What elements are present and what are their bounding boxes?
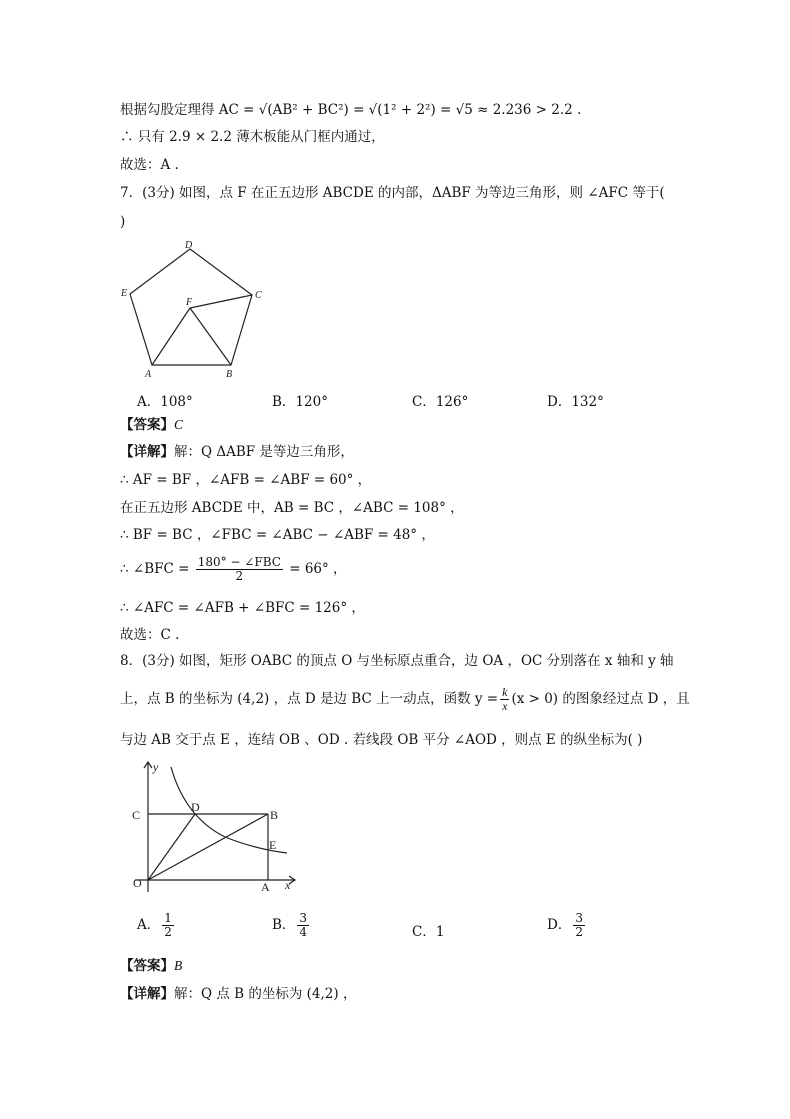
q7-fraction-den: 2 — [235, 569, 244, 583]
question-8-line-1: 8．(3分) 如图，矩形 OABC 的顶点 O 与坐标原点重合，边 OA ，OC 分别落在 x 轴和 y 轴 — [120, 653, 674, 669]
point-label-O: O — [133, 876, 142, 890]
q8-line-2b: (x > 0) 的图象经过点 D ，且 — [511, 691, 690, 707]
q8-option-c-label: C． — [412, 924, 436, 940]
q8-option-a-den: 2 — [164, 925, 172, 939]
q8-option-d-frac — [573, 912, 585, 939]
answer-tag-2: 【答案】 — [120, 958, 174, 974]
axis-label-y: y — [153, 760, 159, 774]
q7-detail-5-pre: ∴ ∠BFC = — [120, 561, 190, 577]
rectangle-graph-figure — [125, 757, 305, 897]
q7-detail-2: ∴ AF = BF ，∠AFB = ∠ABF = 60° ， — [120, 472, 372, 488]
q7-option-d: D．132° — [547, 394, 604, 410]
label-A: A — [145, 369, 152, 380]
label-F: F — [186, 297, 193, 308]
q8-option-c-value: 1 — [435, 924, 445, 940]
solution-line-pythagoras: 根据勾股定理得 AC = √(AB² + BC²) = √(1² + 2²) = √5 ≈ 2.236 > 2.2 . — [120, 102, 582, 118]
label-C: C — [255, 290, 262, 301]
q8-option-a-frac — [162, 912, 174, 939]
q7-detail-5 — [120, 553, 347, 585]
q7-option-b: B．120° — [272, 394, 328, 410]
point-label-B: B — [270, 808, 279, 822]
q7-option-a: A．108° — [137, 394, 193, 410]
q7-answer-value: C — [174, 417, 184, 432]
q7-detail-4: ∴ BF = BC ，∠FBC = ∠ABC − ∠ABF = 48° ， — [120, 527, 435, 543]
segment-OB — [148, 814, 268, 880]
q7-detail-1 — [120, 443, 354, 461]
q8-option-b — [272, 912, 311, 939]
q8-answer-value: B — [174, 958, 183, 973]
q8-function-frac — [500, 686, 509, 713]
question-8-line-2 — [120, 683, 690, 715]
q8-option-b-frac — [297, 912, 309, 939]
pentagon-figure — [110, 238, 280, 383]
q7-detail-7: 故选：C . — [120, 627, 180, 643]
q8-frac-num: k — [502, 685, 508, 699]
label-B: B — [226, 369, 233, 380]
q7-fraction-num: 180° − ∠FBC — [197, 555, 281, 569]
q8-option-d — [547, 912, 587, 939]
segment-BF — [190, 308, 231, 365]
q7-detail-6: ∴ ∠AFC = ∠AFB + ∠BFC = 126° ， — [120, 600, 365, 616]
q8-option-a-num: 1 — [164, 911, 172, 925]
label-E: E — [121, 288, 128, 299]
axis-label-x: x — [285, 878, 291, 892]
solution-line-conclusion: ∴ 只有 2.9 × 2.2 薄木板能从门框内通过， — [120, 129, 385, 145]
q8-option-a-label: A． — [137, 917, 161, 933]
q8-line-2a: 上，点 B 的坐标为 (4,2) ，点 D 是边 BC 上一动点，函数 y = — [120, 691, 499, 707]
detail-tag-2: 【详解】 — [120, 986, 174, 1002]
q8-option-d-den: 2 — [575, 925, 583, 939]
q8-option-b-den: 4 — [299, 925, 308, 939]
answer-tag: 【答案】 — [120, 417, 174, 433]
q8-option-a — [137, 912, 176, 939]
q7-answer — [120, 416, 183, 434]
point-label-A: A — [261, 880, 270, 894]
question-7-stem-end: ) — [120, 214, 126, 230]
label-D: D — [185, 240, 193, 251]
q7-detail-1-text: 解：Q ΔABF 是等边三角形， — [174, 444, 354, 460]
q7-detail-5-post: = 66° ， — [289, 561, 347, 577]
point-label-D: D — [191, 800, 200, 814]
q8-option-b-num: 3 — [299, 911, 308, 925]
detail-tag: 【详解】 — [120, 444, 174, 460]
q8-answer — [120, 957, 182, 975]
segment-AF — [152, 308, 190, 365]
solution-line-choice: 故选：A . — [120, 157, 179, 173]
segment-OD — [148, 814, 195, 880]
q8-option-c — [412, 920, 444, 940]
q8-detail-1-text: 解：Q 点 B 的坐标为 (4,2) ， — [174, 986, 357, 1002]
q8-detail-1 — [120, 985, 356, 1003]
q8-option-d-num: 3 — [575, 911, 583, 925]
question-7-stem: 7．(3分) 如图，点 F 在正五边形 ABCDE 的内部，ΔABF 为等边三角形，则 ∠AFC 等于( — [120, 185, 665, 201]
q7-option-c: C．126° — [412, 394, 469, 410]
q8-option-d-label: D． — [547, 917, 572, 933]
point-label-C: C — [132, 808, 141, 822]
q8-option-b-label: B． — [272, 917, 296, 933]
segment-CF — [190, 295, 252, 308]
q7-fraction — [196, 556, 283, 583]
point-label-E: E — [269, 838, 277, 852]
q7-detail-3: 在正五边形 ABCDE 中，AB = BC ，∠ABC = 108° ， — [120, 500, 464, 516]
q8-frac-den: x — [502, 699, 508, 713]
question-8-line-3: 与边 AB 交于点 E ，连结 OB 、OD . 若线段 OB 平分 ∠AOD ，则点 E 的纵坐标为( ) — [120, 732, 643, 748]
